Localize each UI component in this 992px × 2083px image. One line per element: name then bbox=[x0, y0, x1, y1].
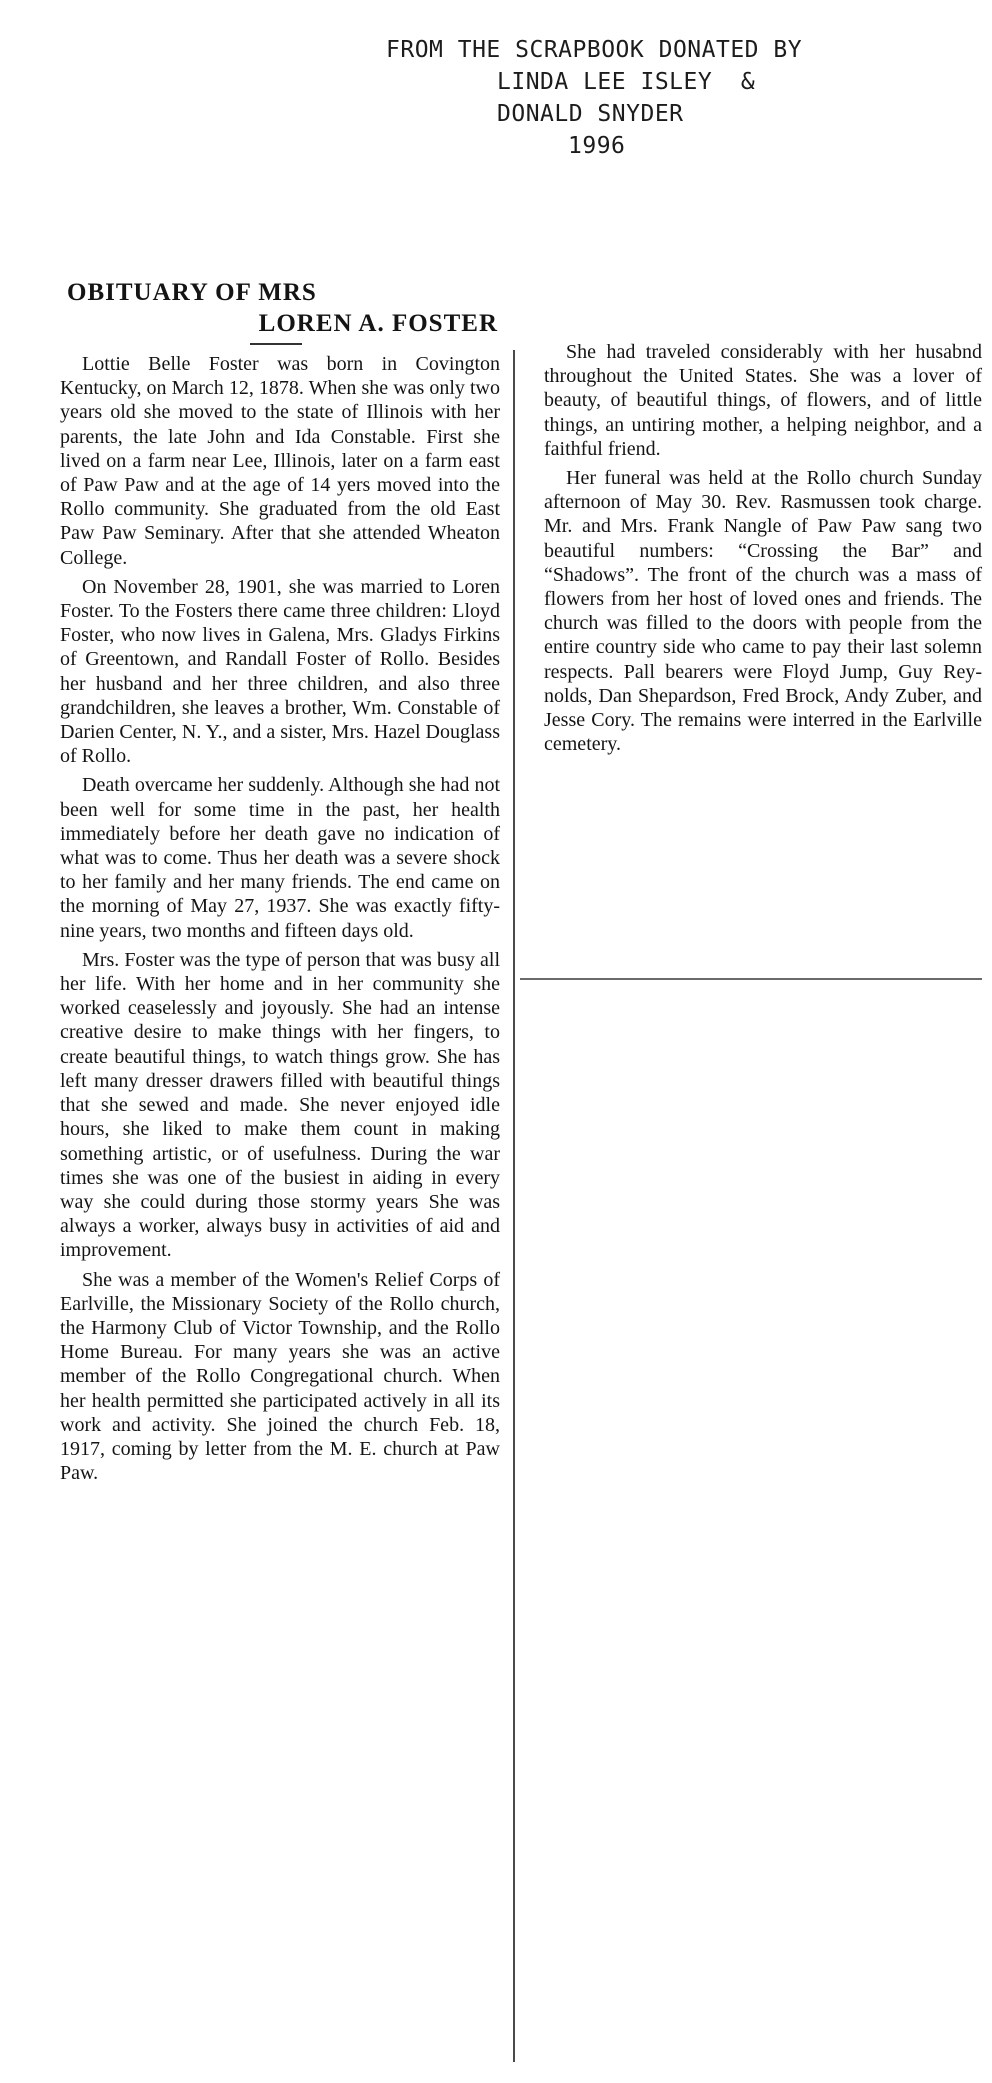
headline-line-1: OBITUARY OF MRS bbox=[67, 279, 317, 306]
column-divider bbox=[513, 350, 515, 2062]
headline-line-2: LOREN A. FOSTER bbox=[258, 310, 498, 337]
obituary-right-column bbox=[544, 340, 982, 761]
paragraph-character: Mrs. Foster was the type of person that was busy all her life. With her home and in her community she worked ceaselessly and joyously. She had an intense creative desire to make things with her fingers, to create beautiful things, to watch things grow. She has left many dresser drawers filled with beautiful things that she sewed and made. She never enjoyed idle hours, she liked to make them count in making something artistic, or of usefulness. During the war times she was one of the busiest in aiding in every way she could during those stormy years She was always a worker, always busy in activities of aid and improvement. bbox=[60, 948, 500, 1262]
paragraph-travels: She had traveled considerably with her husabnd throughout the United States. She was a lover of beauty, of beautiful things, of flowers, and of little things, an untiring mother, a helping neighbor, and a faithful friend. bbox=[544, 341, 982, 460]
stamp-line-donor-1: LINDA LEE ISLEY & bbox=[497, 69, 756, 95]
paragraph-birth: Lottie Belle Foster was born in Covington Kentucky, on March 12, 1878. When she was only two years old she moved to the state of Illinois with her parents, the late John and Ida Constable. First she lived on a farm near Lee, Illinois, later on a farm east of Paw Paw and at the age of 14 yers moved into the Rollo community. She graduated from the old East Paw Paw Seminary. After that she attended Wheaton College. bbox=[60, 353, 500, 569]
stamp-line-year: 1996 bbox=[568, 133, 626, 159]
paragraph-marriage: On November 28, 1901, she was married to Loren Foster. To the Fosters there came three children: Lloyd Foster, who now lives in Galena, Mrs. Gladys Firkins of Greentown, and Randall Foster of Rollo. Besides her husband and her three children, and also three grandchildren, she leaves a brother, Wm. Constable of Darien Center, N. Y., and a sister, Mrs. Hazel Douglass of Rollo. bbox=[60, 575, 500, 768]
paragraph-memberships: She was a member of the Women's Relief Corps of Earlville, the Missionary Society of the Rollo church, the Harmony Club of Victor Township, and the Rollo Home Bureau. For many years she was an active member of the Rollo Congregational church. When her health permitted she participated actively in all its work and activity. She joined the church Feb. 18, 1917, coming by letter from the M. E. church at Paw Paw. bbox=[60, 1268, 500, 1485]
obituary-left-column bbox=[60, 352, 500, 1490]
obituary-headline bbox=[67, 277, 500, 339]
paragraph-funeral: Her funeral was held at the Rollo church Sunday afternoon of May 30. Rev. Rasmussen took charge. Mr. and Mrs. Frank Nangle of Paw Paw sang two beautiful numbers: “Crossing the Bar” and “Shadows”. The front of the church was a mass of flowers from her host of loved ones and friends. The church was filled to the doors with people from the entire country side who came to pay their last solemn respects. Pall bearers were Floyd Jump, Guy Reynolds, Dan Shepardson, Fred Brock, Andy Zuber, and Jesse Cory. The remains were interred in the Earlville cemetery. bbox=[544, 467, 982, 756]
scrapbook-donation-stamp bbox=[370, 34, 802, 162]
headline-rule bbox=[250, 343, 302, 345]
stamp-line-donor-2: DONALD SNYDER bbox=[497, 101, 684, 127]
paragraph-death: Death overcame her suddenly. Although she had not been well for some time in the past, her health immediately before her death gave no indication of what was to come. Thus her death was a severe shock to her family and her many friends. The end came on the morning of May 27, 1937. She was exactly fifty-nine years, two months and fifteen days old. bbox=[60, 774, 500, 942]
article-end-rule bbox=[520, 978, 982, 980]
stamp-line-source: FROM THE SCRAPBOOK DONATED BY bbox=[386, 37, 803, 63]
